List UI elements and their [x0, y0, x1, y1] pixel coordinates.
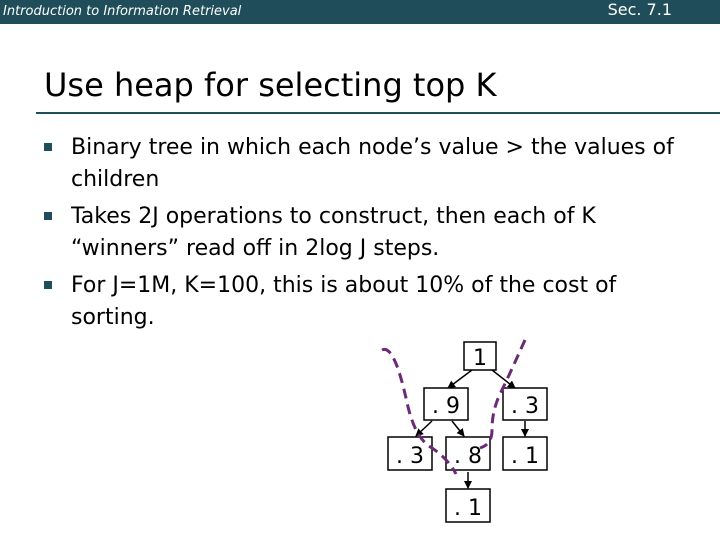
- tree-node-right: [503, 388, 547, 420]
- section-number: Sec. 7.1: [607, 0, 672, 19]
- tree-node-root: [464, 342, 496, 371]
- tree-node-label: . 3: [511, 394, 539, 419]
- bullet-text: Takes 2J operations to construct, then each of K “winners” read off in 2log J steps.: [71, 204, 596, 261]
- bullet-text: For J=1M, K=100, this is about 10% of the cost of sorting.: [71, 273, 617, 330]
- tree-node-label: 1: [473, 346, 487, 371]
- course-title: Introduction to Information Retrieval: [3, 4, 242, 19]
- tree-node-label: . 3: [396, 444, 424, 469]
- tree-edge: [416, 421, 432, 436]
- tree-node-left-right: [446, 437, 490, 470]
- tree-node-label: . 9: [432, 394, 460, 419]
- tree-edge: [448, 370, 472, 388]
- tree-node-label: . 1: [511, 444, 539, 469]
- tree-node-right-right: [503, 437, 547, 470]
- tree-node-bottom: [446, 489, 490, 522]
- tree-node-label: . 1: [454, 496, 482, 521]
- slide-title-text: Use heap for selecting top K: [44, 66, 497, 104]
- tree-node-left: [424, 388, 468, 420]
- bullet-text: Binary tree in which each node’s value > the values of children: [71, 135, 674, 192]
- tree-edge: [452, 421, 464, 436]
- tree-node-label: . 8: [454, 444, 482, 469]
- tree-node-left-left: [388, 437, 432, 470]
